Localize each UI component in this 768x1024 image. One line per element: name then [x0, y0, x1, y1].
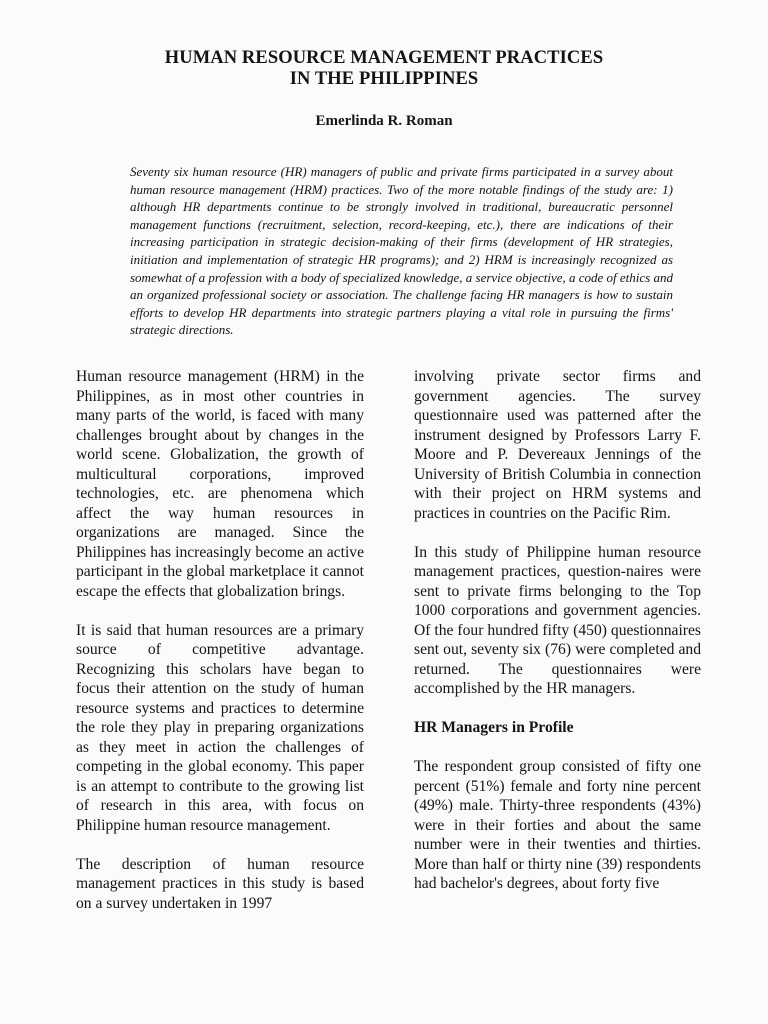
section-heading: HR Managers in Profile	[414, 719, 574, 736]
right-column	[414, 367, 701, 913]
body-paragraph: It is said that human resources are a primary source of competitive advantage. Recognizing this scholars have began to focus their attention on the study of human resource systems and practices to determine the role they play in preparing organizations as they meet in action the challenges of competing in the global economy. This paper is an attempt to contribute to the growing list of research in this area, with focus on Philippine human resource management.	[76, 621, 364, 834]
body-paragraph: In this study of Philippine human resource management practices, question-naires were sent to private firms belonging to the Top 1000 corporations and government agencies. Of the four hundred fifty (450) questionnaires sent out, seventy six (76) were completed and returned. The questionnaires were accomplished by the HR managers.	[414, 543, 701, 697]
body-paragraph: The description of human resource management practices in this study is based on a survey undertaken in 1997	[76, 855, 364, 912]
paper-title	[0, 48, 768, 90]
title-line-1: HUMAN RESOURCE MANAGEMENT PRACTICES	[164, 48, 604, 68]
left-column	[76, 367, 364, 933]
title-line-2: IN THE PHILIPPINES	[289, 69, 479, 89]
body-paragraph: Human resource management (HRM) in the Philippines, as in most other countries in many parts of the world, is faced with many challenges brought about by changes in the world scene. Globalization, the growth of multicultural corporations, improved technologies, etc. are phenomena which affect the way human resources in organizations are managed. Since the Philippines has increasingly become an active participant in the global marketplace it cannot escape the effects that globalization brings.	[76, 368, 364, 600]
body-paragraph: involving private sector firms and government agencies. The survey questionnaire used was patterned after the instrument designed by Professors Larry F. Moore and P. Devereaux Jennings of the University of British Columbia in connection with their project on HRM systems and practices in countries on the Pacific Rim.	[414, 368, 701, 522]
body-paragraph: The respondent group consisted of fifty one percent (51%) female and forty nine percent (49%) male. Thirty-three respondents (43%) were in their forties and about the same number were in their twenties and thirties. More than half or thirty nine (39) respondents had bachelor's degrees, about forty five	[414, 758, 701, 892]
abstract: Seventy six human resource (HR) managers of public and private firms participated in a survey about human resource management (HRM) practices. Two of the more notable findings of the study are: 1) although HR departments continue to be strongly involved in traditional, bureaucratic personnel management functions (recruitment, selection, record-keeping, etc.), there are indications of their increasing participation in strategic decision-making of their firms (development of HR strategies, initiation and implementation of strategic HR programs); and 2) HRM is increasingly recognized as somewhat of a profession with a body of specialized knowledge, a service objective, a code of ethics and an organized professional society or association. The challenge facing HR managers is how to sustain efforts to develop HR departments into strategic partners playing a vital role in pursuing the firms' strategic directions.	[130, 164, 673, 338]
author-name: Emerlinda R. Roman	[315, 113, 453, 129]
